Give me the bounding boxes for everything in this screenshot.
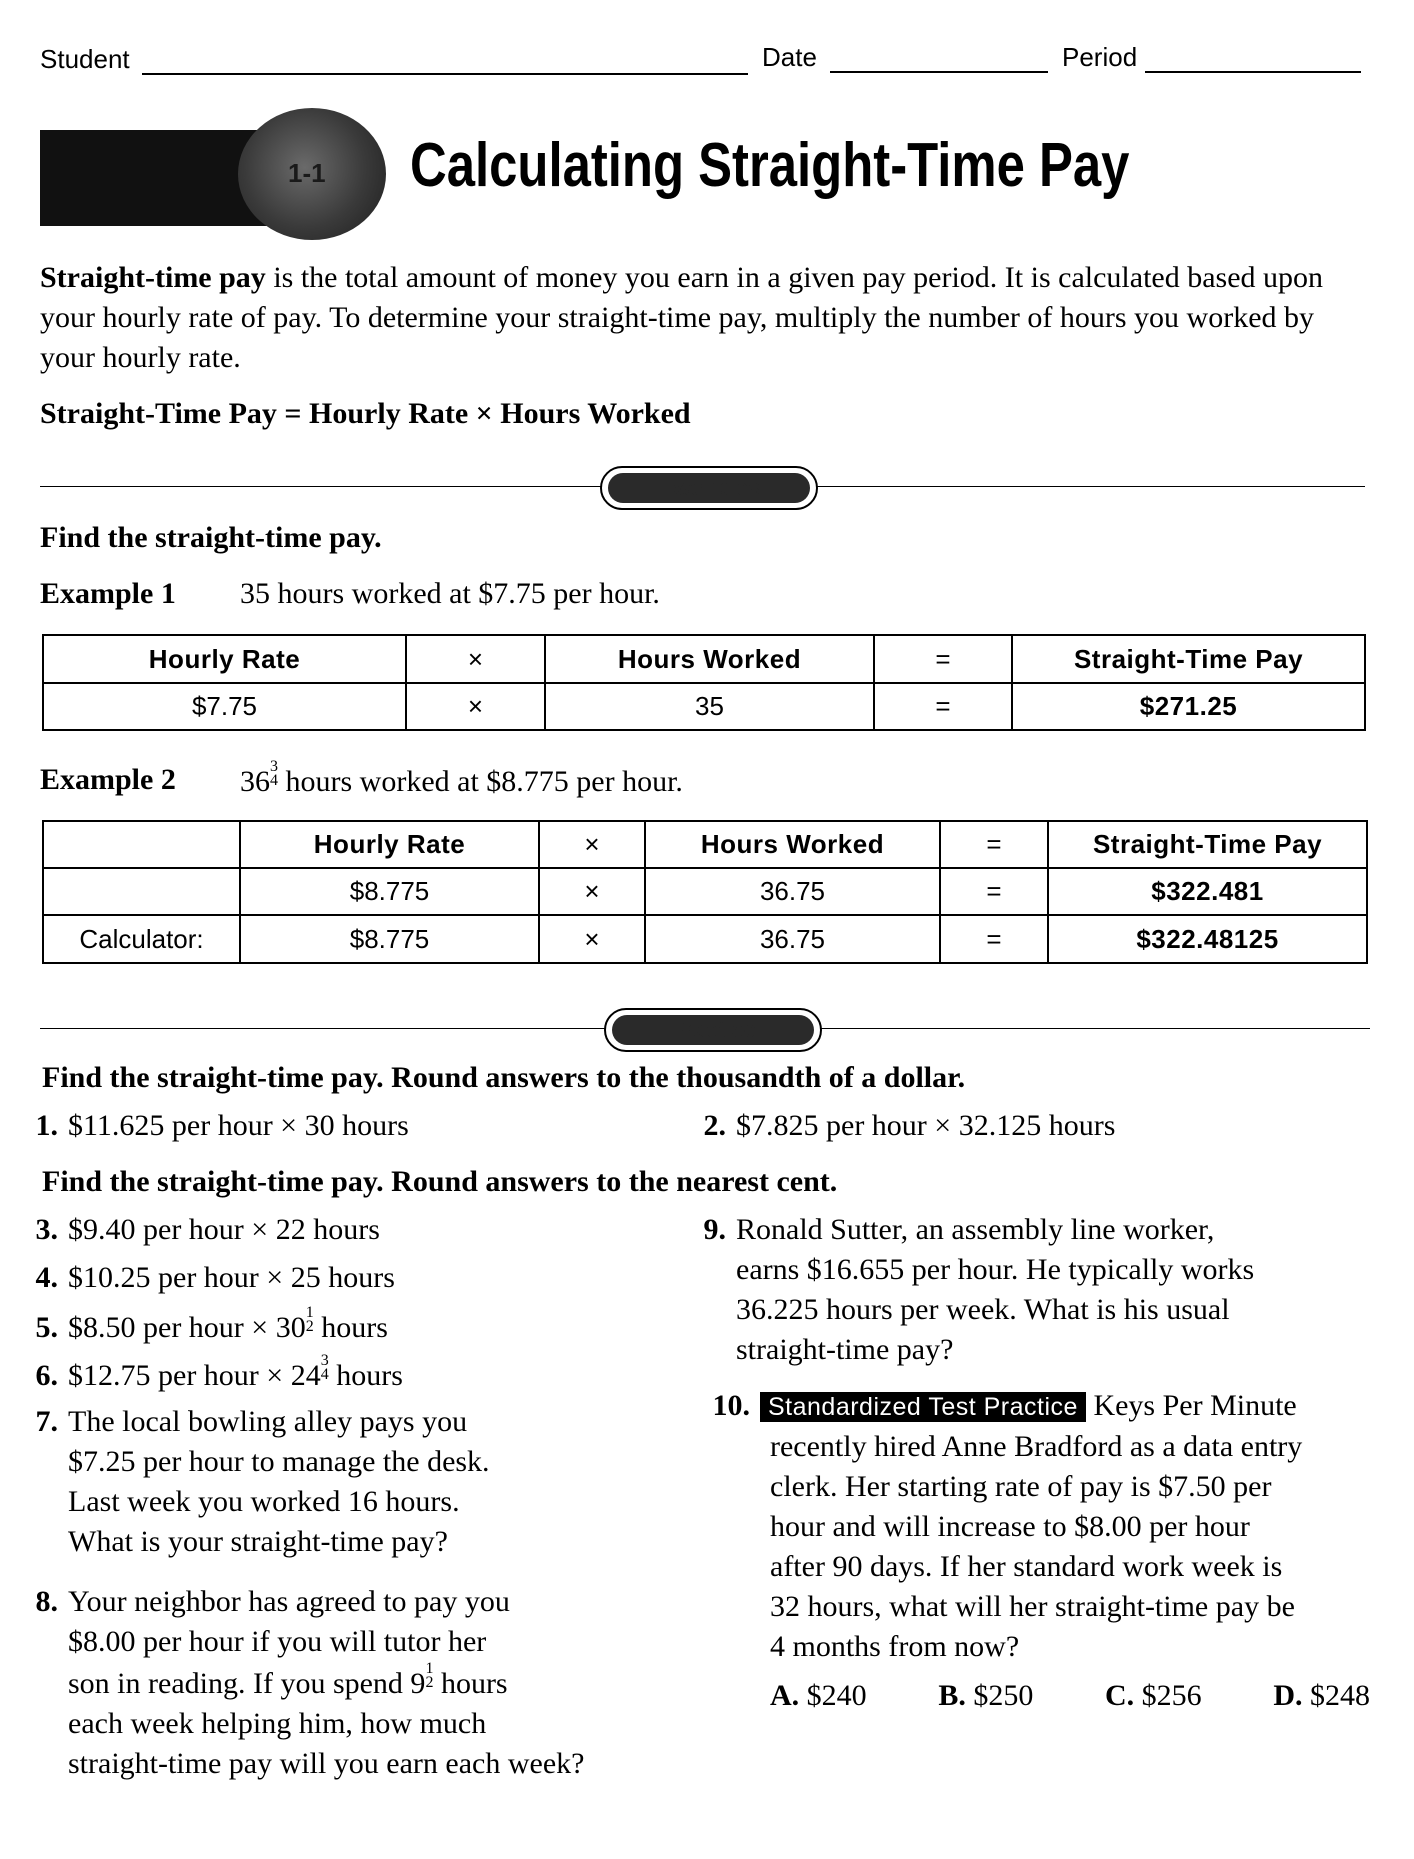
table-cell: $322.48125 <box>1048 915 1367 963</box>
problem-text: $11.625 per hour × 30 hours <box>68 1109 409 1142</box>
problem-text: hours <box>328 1359 403 1392</box>
choice-d[interactable]: D. $248 <box>1273 1679 1370 1712</box>
example1-label: Example 1 <box>40 577 176 610</box>
problem-text: hours <box>313 1311 388 1344</box>
problem-text: What is your straight-time pay? <box>68 1525 448 1558</box>
problem-3 <box>18 1210 380 1250</box>
problem-text: Your neighbor has agreed to pay you <box>68 1585 510 1618</box>
problem-number: 8. <box>35 1585 58 1618</box>
example2-label: Example 2 <box>40 763 176 796</box>
formula: Straight-Time Pay = Hourly Rate × Hours Worked <box>40 397 691 430</box>
problem-text: Keys Per Minute <box>1085 1389 1297 1422</box>
problem-text: straight-time pay? <box>736 1333 954 1366</box>
problem-text: each week helping him, how much <box>68 1707 487 1740</box>
problem-8 <box>18 1582 698 1784</box>
problem-2 <box>686 1106 1115 1146</box>
equals-sign: = <box>874 683 1012 730</box>
problem-text: Ronald Sutter, an assembly line worker, <box>736 1213 1215 1246</box>
choice-b[interactable]: B. $250 <box>938 1679 1034 1712</box>
times-sign: × <box>539 821 645 868</box>
equals-sign: = <box>940 915 1048 963</box>
intro-text: is the total amount of money you earn in a given pay period. It is calculated based upon your hourly rate of pay. To determine your straight-time pay, multiply the number of hours you worked by your hourly rate. <box>40 261 1324 374</box>
table-cell: $8.775 <box>240 868 539 915</box>
period-field[interactable] <box>1145 70 1361 73</box>
problem-1 <box>18 1106 409 1146</box>
problem-text: $7.825 per hour × 32.125 hours <box>736 1109 1116 1142</box>
problem-text: son in reading. If you spend 9 1 2 hours <box>68 1660 508 1700</box>
practice-instruction-1: Find the straight-time pay. Round answers to the thousandth of a dollar. <box>42 1061 966 1094</box>
fraction: 3 4 <box>270 758 278 789</box>
problem-text: $8.00 per hour if you will tutor her <box>68 1625 487 1658</box>
page-title: Calculating Straight-Time Pay <box>410 131 1130 200</box>
divider-right <box>812 486 1365 487</box>
times-sign: × <box>539 868 645 915</box>
table-cell: Calculator: <box>43 915 240 963</box>
student-name-field[interactable] <box>142 72 748 75</box>
examples-label: Examples <box>608 473 810 503</box>
table-row <box>43 683 1365 730</box>
problem-10 <box>700 1386 1370 1667</box>
mixed-number-whole: 36 <box>240 765 270 798</box>
problem-text: earns $16.655 per hour. He typically works <box>736 1253 1255 1286</box>
table-header-row <box>43 821 1367 868</box>
problem-9 <box>686 1210 1366 1370</box>
table-cell: $8.775 <box>240 915 539 963</box>
problem-4 <box>18 1258 395 1298</box>
problem-number: 6. <box>35 1359 58 1392</box>
problem-text: $12.75 per hour × 24 <box>68 1359 321 1392</box>
problem-text: clerk. Her starting rate of pay is $7.50 per <box>770 1470 1272 1503</box>
problem-text: $7.25 per hour to manage the desk. <box>68 1445 490 1478</box>
fraction: 1 2 <box>305 1304 314 1335</box>
choice-a[interactable]: A. $240 <box>770 1679 867 1712</box>
fraction: 1 2 <box>425 1660 434 1691</box>
table-header: Hours Worked <box>545 635 874 683</box>
answer-choices <box>770 1676 1370 1716</box>
table-cell: 36.75 <box>645 915 940 963</box>
divider-left <box>40 486 602 487</box>
intro-paragraph <box>40 258 1370 378</box>
examples-badge <box>600 466 818 510</box>
problem-text: $8.50 per hour × 30 <box>68 1311 306 1344</box>
problem-number: 10. <box>712 1389 750 1422</box>
table-cell <box>43 868 240 915</box>
times-sign: × <box>406 635 545 683</box>
problem-text: after 90 days. If her standard work week is <box>770 1550 1283 1583</box>
problem-text: The local bowling alley pays you <box>68 1405 468 1438</box>
table-cell: 36.75 <box>645 868 940 915</box>
table-row <box>43 915 1367 963</box>
table-header: Hours Worked <box>645 821 940 868</box>
problem-number: 3. <box>35 1213 58 1246</box>
problem-text: Last week you worked 16 hours. <box>68 1485 460 1518</box>
example2-rest: hours worked at $8.775 per hour. <box>278 765 683 798</box>
problem-6 <box>18 1354 403 1396</box>
problem-text: 36.225 hours per week. What is his usual <box>736 1293 1230 1326</box>
table-cell: $7.75 <box>43 683 406 730</box>
problem-number: 2. <box>703 1109 726 1142</box>
problem-text: recently hired Anne Bradford as a data entry <box>770 1430 1303 1463</box>
equals-sign: = <box>940 821 1048 868</box>
times-sign: × <box>406 683 545 730</box>
problem-text: $9.40 per hour × 22 hours <box>68 1213 380 1246</box>
table-header-row <box>43 635 1365 683</box>
standardized-test-badge: Standardized Test Practice <box>760 1392 1086 1422</box>
equals-sign: = <box>940 868 1048 915</box>
table-header: Hourly Rate <box>240 821 539 868</box>
example1-table <box>42 634 1366 731</box>
table-cell: $322.481 <box>1048 868 1367 915</box>
table-row <box>43 868 1367 915</box>
practice-label: Practice <box>612 1015 814 1045</box>
period-label: Period <box>1062 42 1138 72</box>
intro-term: Straight-time pay <box>40 261 266 294</box>
problem-number: 7. <box>35 1405 58 1438</box>
table-cell: $271.25 <box>1012 683 1365 730</box>
table-cell: 35 <box>545 683 874 730</box>
problem-text: straight-time pay will you earn each week? <box>68 1747 585 1780</box>
practice-instruction-2: Find the straight-time pay. Round answers to the nearest cent. <box>42 1165 838 1198</box>
choice-c[interactable]: C. $256 <box>1105 1679 1202 1712</box>
examples-instruction: Find the straight-time pay. <box>40 521 382 554</box>
problem-number: 4. <box>35 1261 58 1294</box>
practice-badge <box>604 1008 822 1052</box>
table-header <box>43 821 240 868</box>
table-header: Straight-Time Pay <box>1048 821 1367 868</box>
table-header: Hourly Rate <box>43 635 406 683</box>
example1-text: 35 hours worked at $7.75 per hour. <box>240 577 660 610</box>
student-label: Student <box>40 44 130 74</box>
problem-number: 1. <box>35 1109 58 1142</box>
problem-number: 5. <box>35 1311 58 1344</box>
problem-text: 4 months from now? <box>770 1630 1020 1663</box>
problem-number: 9. <box>703 1213 726 1246</box>
fraction: 3 4 <box>320 1352 329 1383</box>
example2-table <box>42 820 1368 964</box>
date-label: Date <box>762 42 817 72</box>
problem-5 <box>18 1306 388 1348</box>
equals-sign: = <box>874 635 1012 683</box>
problem-7 <box>18 1402 638 1562</box>
problem-text: hour and will increase to $8.00 per hour <box>770 1510 1250 1543</box>
divider-left <box>40 1028 606 1029</box>
problem-text: 32 hours, what will her straight-time pay be <box>770 1590 1295 1623</box>
problem-text: $10.25 per hour × 25 hours <box>68 1261 395 1294</box>
example2-text <box>240 760 683 802</box>
table-header: Straight-Time Pay <box>1012 635 1365 683</box>
divider-right <box>816 1028 1370 1029</box>
times-sign: × <box>539 915 645 963</box>
lesson-number: 1-1 <box>288 158 326 188</box>
date-field[interactable] <box>830 70 1048 73</box>
